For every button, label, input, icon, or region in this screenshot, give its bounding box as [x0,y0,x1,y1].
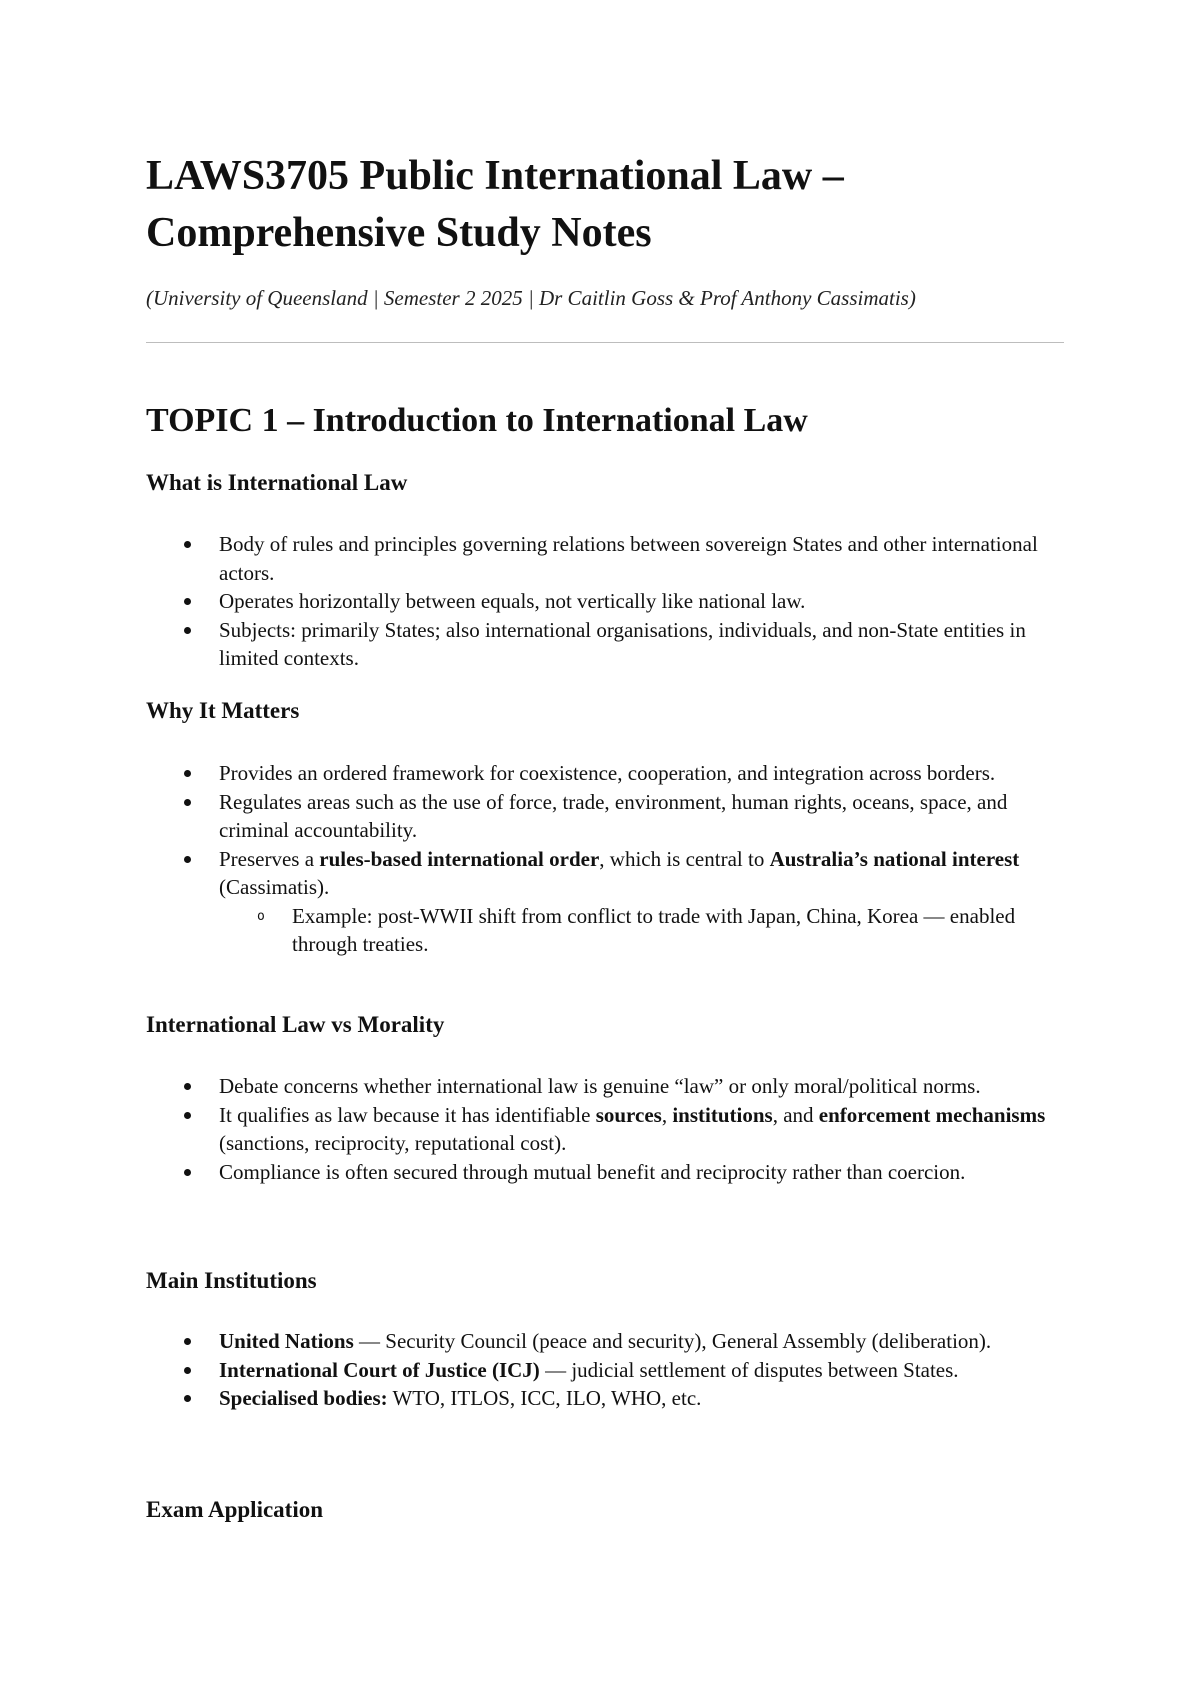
sub-list [219,902,1064,959]
text-run: — Security Council (peace and security), General Assembly (deliberation). [353,1329,992,1353]
bold-text: Specialised bodies: [219,1386,388,1410]
bold-text: sources [595,1102,662,1127]
section-heading-exam: Exam Application [146,1497,324,1522]
list-institutions [146,1327,1064,1413]
section-heading-institutions: Main Institutions [146,1268,317,1293]
bold-text: rules-based international order [319,846,600,871]
text-run: (sanctions, reciprocity, reputational cost). [219,1131,567,1155]
bold-text: United Nations [219,1329,354,1353]
text-run: , which is central to [599,846,770,871]
list-item [146,1327,1064,1356]
list-item: Operates horizontally between equals, not vertically like national law. [146,587,1064,616]
topic-heading: TOPIC 1 – Introduction to International Law [146,402,808,439]
document-subtitle: (University of Queensland | Semester 2 2025 | Dr Caitlin Goss & Prof Anthony Cassimatis) [146,286,916,310]
list-item: Regulates areas such as the use of force, trade, environment, human rights, oceans, space, and criminal accountability. [146,788,1064,845]
list-what-is [146,530,1064,673]
list-item: Body of rules and principles governing relations between sovereign States and other international actors. [146,530,1064,587]
text-run: , [661,1102,673,1127]
text-run: It qualifies as law because it has identifiable [219,1102,596,1127]
section-heading-why: Why It Matters [146,698,300,723]
list-item: Debate concerns whether international law is genuine “law” or only moral/political norms. [146,1072,1064,1101]
list-item: Compliance is often secured through mutual benefit and reciprocity rather than coercion. [146,1158,1064,1187]
text-run: — judicial settlement of disputes between States. [539,1357,959,1382]
text-run: Preserves a [219,846,320,871]
bold-text: enforcement mechanisms [818,1102,1046,1127]
section-heading-what-is: What is International Law [146,470,408,495]
bold-text: International Court of Justice (ICJ) [219,1357,540,1382]
sub-list-item: o Example: post-WWII shift from conflict to trade with Japan, China, Korea — enabled through treaties. [219,902,1064,959]
text-run: WTO, ITLOS, ICC, ILO, WHO, etc. [387,1386,702,1410]
list-item [146,1356,1064,1385]
list-morality [146,1072,1064,1186]
section-heading-morality: International Law vs Morality [146,1012,445,1037]
list-item: Provides an ordered framework for coexistence, cooperation, and integration across borders. [146,759,1064,788]
text-run: (Cassimatis). [219,875,330,899]
text-run: , and [772,1102,819,1127]
list-item [146,1101,1064,1158]
list-item [146,845,1064,959]
bold-text: Australia’s national interest [769,846,1020,871]
horizontal-divider [146,342,1064,343]
list-why [146,759,1064,959]
list-item [146,1384,1064,1413]
document-title: LAWS3705 Public International Law – Comprehensive Study Notes [146,153,844,256]
bold-text: institutions [672,1102,773,1127]
list-item: Subjects: primarily States; also international organisations, individuals, and non-State entities in limited contexts. [146,616,1064,673]
